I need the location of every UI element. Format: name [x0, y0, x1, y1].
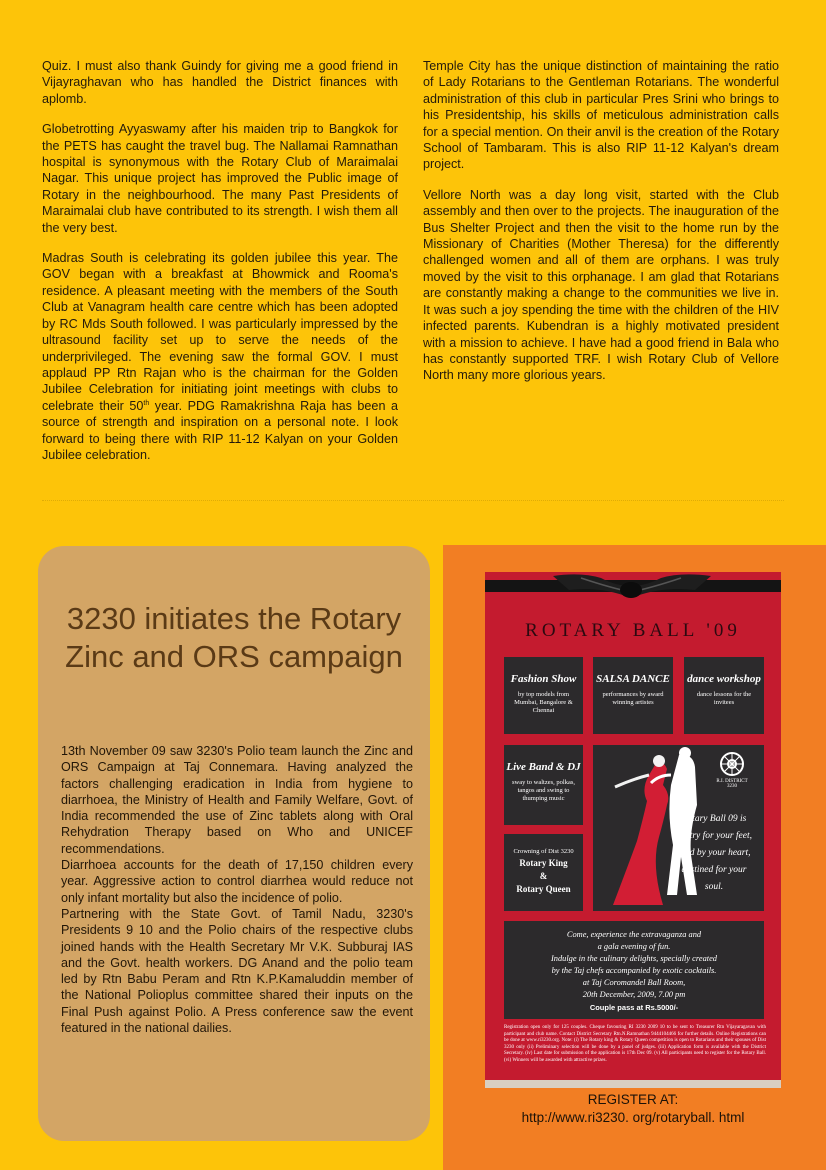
invitation-text	[504, 929, 764, 1001]
live-sub: sway to waltzes, polkas, tangos and swing to thumping music	[511, 779, 575, 802]
zinc-paragraph-3: Partnering with the State Govt. of Tamil Nadu, 3230's Presidents 9 10 and the Polio chairs of the respective clubs joined hands with the Health Secretary Mr V.K. Subburaj IAS and the Govt. health workers. DG Anand and the polio team led by Rtn Babu Peram and Rtn K.P.Kamaluddin member of the National Polioplus committee shared their inputs on the Final Push against Polio. A Press conference saw the event featured in the national dailies.	[61, 906, 413, 1036]
madras-south-text: Madras South is celebrating its golden jubilee this year. The GOV began with a breakfast at Bhowmick and Rooma's residence. A pleasant meeting with the members of the South Club at Vanagram health care centre which has been adopted by RC Mds South followed. I was particularly impressed by the ultrasound facility set up to serve the needs of the underprivileged. The evening saw the formal GOV. I must applaud PP Rtn Rajan who is the chairman for the Golden Jubilee Celebration for initiating joint meetings with clubs to celebrate their 50	[42, 251, 398, 413]
dance-heading: dance workshop	[687, 673, 761, 685]
register-label: REGISTER AT:	[587, 1092, 679, 1107]
zinc-article-title: 3230 initiates the Rotary Zinc and ORS campaign	[65, 601, 403, 674]
fashion-show-box	[504, 657, 583, 734]
zinc-paragraph-2: Diarrhoea accounts for the death of 17,150 children every year. Aggressive action to control diarrhea would reduce not only infant mortality but also the incidence of polio.	[61, 858, 413, 905]
invite-line: 20th December, 2009, 7.00 pm	[582, 990, 686, 999]
fashion-sub: by top models from Mumbai, Bangalore & Chennai	[514, 691, 573, 714]
paragraph-guindy: Quiz. I must also thank Guindy for giving me a good friend in Vijayraghavan who has handled the District finances with aplomb.	[42, 59, 398, 106]
left-column	[42, 58, 398, 477]
invite-line: Indulge in the culinary delights, specially created	[551, 954, 717, 963]
paragraph-vellore-north: Vellore North was a day long visit, started with the Club assembly and then over to the projects. The inauguration of the Bus Shelter Project and then the visit to the home run by the Missionary of Charities (Mother Theresa) for the differently challenged women and all of them are orphans. I was truly moved by the visit to this orphanage. I am glad that Rotarians are constantly making a change to the communities we live in. It was such a joy spending the time with the children of the HIV infected parents. Kubendran is a highly motivated president with a mission to achieve. I have had a good friend in Bala who has constantly supported TRF. I wish Rotary Club of Vellore North many more glorious years.	[423, 187, 779, 383]
live-band-box	[504, 745, 583, 825]
rotary-king: Rotary King	[519, 858, 568, 868]
zinc-article-body	[61, 743, 413, 1036]
invitation-box	[504, 921, 764, 1019]
salsa-sub: performances by award winning artistes	[602, 691, 664, 706]
register-block	[486, 1091, 780, 1127]
crowning-sub: Crowning of Dist 3230	[513, 848, 574, 855]
crowning-box	[504, 834, 583, 911]
rotary-ball-poster	[485, 572, 781, 1088]
zinc-article-box	[38, 546, 430, 1141]
salsa-heading: SALSA DANCE	[596, 673, 670, 685]
ribbon-bow-icon	[485, 572, 781, 606]
right-column	[423, 58, 779, 398]
poster-poem: Rotary Ball 09 is poetry for your feet, read by your heart, destined for your soul.	[676, 814, 752, 892]
rotary-wheel-icon	[719, 751, 745, 777]
crowning-amp: &	[539, 871, 548, 881]
poster-base-strip	[485, 1080, 781, 1088]
register-link[interactable]: http://www.ri3230. org/rotaryball. html	[521, 1110, 745, 1125]
madras-south-text-end: year. PDG Ramakrishna Raja has been a source of strength and inspiration on a personal note. I look forward to being there with RIP 11-12 Kalyan on your Golden Jubilee celebration.	[42, 398, 398, 462]
invite-line: a gala evening of fun.	[597, 942, 671, 951]
invite-line: at Taj Coromandel Ball Room,	[582, 978, 686, 987]
fashion-heading: Fashion Show	[510, 673, 577, 685]
zinc-paragraph-1: 13th November 09 saw 3230's Polio team launch the Zinc and ORS Campaign at Taj Connemara. Having analyzed the factors challenging eradication in India from hygiene to diarrhoea, the Ministry of Health and Family Welfare, Govt. of India recommended the use of Zinc tablets along with Oral Rehydration Therapy based on Who and UNICEF recommendations.	[61, 744, 413, 856]
couple-pass: Couple pass at Rs.5000/-	[589, 1003, 679, 1012]
registration-fine-print: Registration open only for 125 couples. Cheque favouring RI 3230 2009 10 to be sent to Treasurer Rtn Vijayaragavan with participant and club name. Contact District Secretary Rtn.N.Ramnathan 9444104466 for further details. Online Registrations can be done at www.ri3230.org. Note: (i) The Rotary king & Rotary Queen competition is open to Rotarians and their spouses of Dist 3230 only (ii) Preliminary selection will be done by a panel of judges. (iii) Application form is available with the District Secretary. (iv) Last date for submission of the application is 17th Dec 09. (v) All participants need to register for the Rotary Ball. (vi) Winners will be awarded with attractive prizes.	[504, 1025, 766, 1063]
ordinal-sup: th	[143, 399, 150, 407]
live-heading: Live Band & DJ	[506, 761, 581, 773]
district-label: R.I. DISTRICT 3230	[716, 779, 748, 789]
paragraph-madras-south	[42, 250, 398, 463]
rotary-queen: Rotary Queen	[516, 884, 571, 894]
paragraph-temple-city: Temple City has the unique distinction of maintaining the ratio of Lady Rotarians to the Gentleman Rotarians. The wonderful administration of this club in particular Pres Srini who brings to his Presidentship, his skills of meticulous administration calls for a special mention. On their anvil is the creation of the Rotary School of Tambaram. This is also RIP 11-12 Kalyan's dream project.	[423, 59, 779, 172]
paragraph-maraimalai: Globetrotting Ayyaswamy after his maiden trip to Bangkok for the PETS has caught the travel bug. The Nallamai Ramnathan hospital is synonymous with the Rotary Club of Maraimalai Nagar. This unique project has improved the Public image of Rotary in the neighbourhood. The many Past Presidents of Maraimalai club have contributed to its strength. I wish them all the very best.	[42, 122, 398, 235]
poster-title: ROTARY BALL '09	[525, 620, 741, 641]
section-divider	[42, 500, 784, 501]
dance-sub: dance lessons for the invitees	[696, 691, 752, 706]
invite-line: by the Taj chefs accompanied by exotic cocktails.	[551, 966, 717, 975]
invite-line: Come, experience the extravaganza and	[566, 930, 702, 939]
dancers-box	[593, 745, 764, 911]
dance-workshop-box	[684, 657, 764, 734]
salsa-box	[593, 657, 673, 734]
